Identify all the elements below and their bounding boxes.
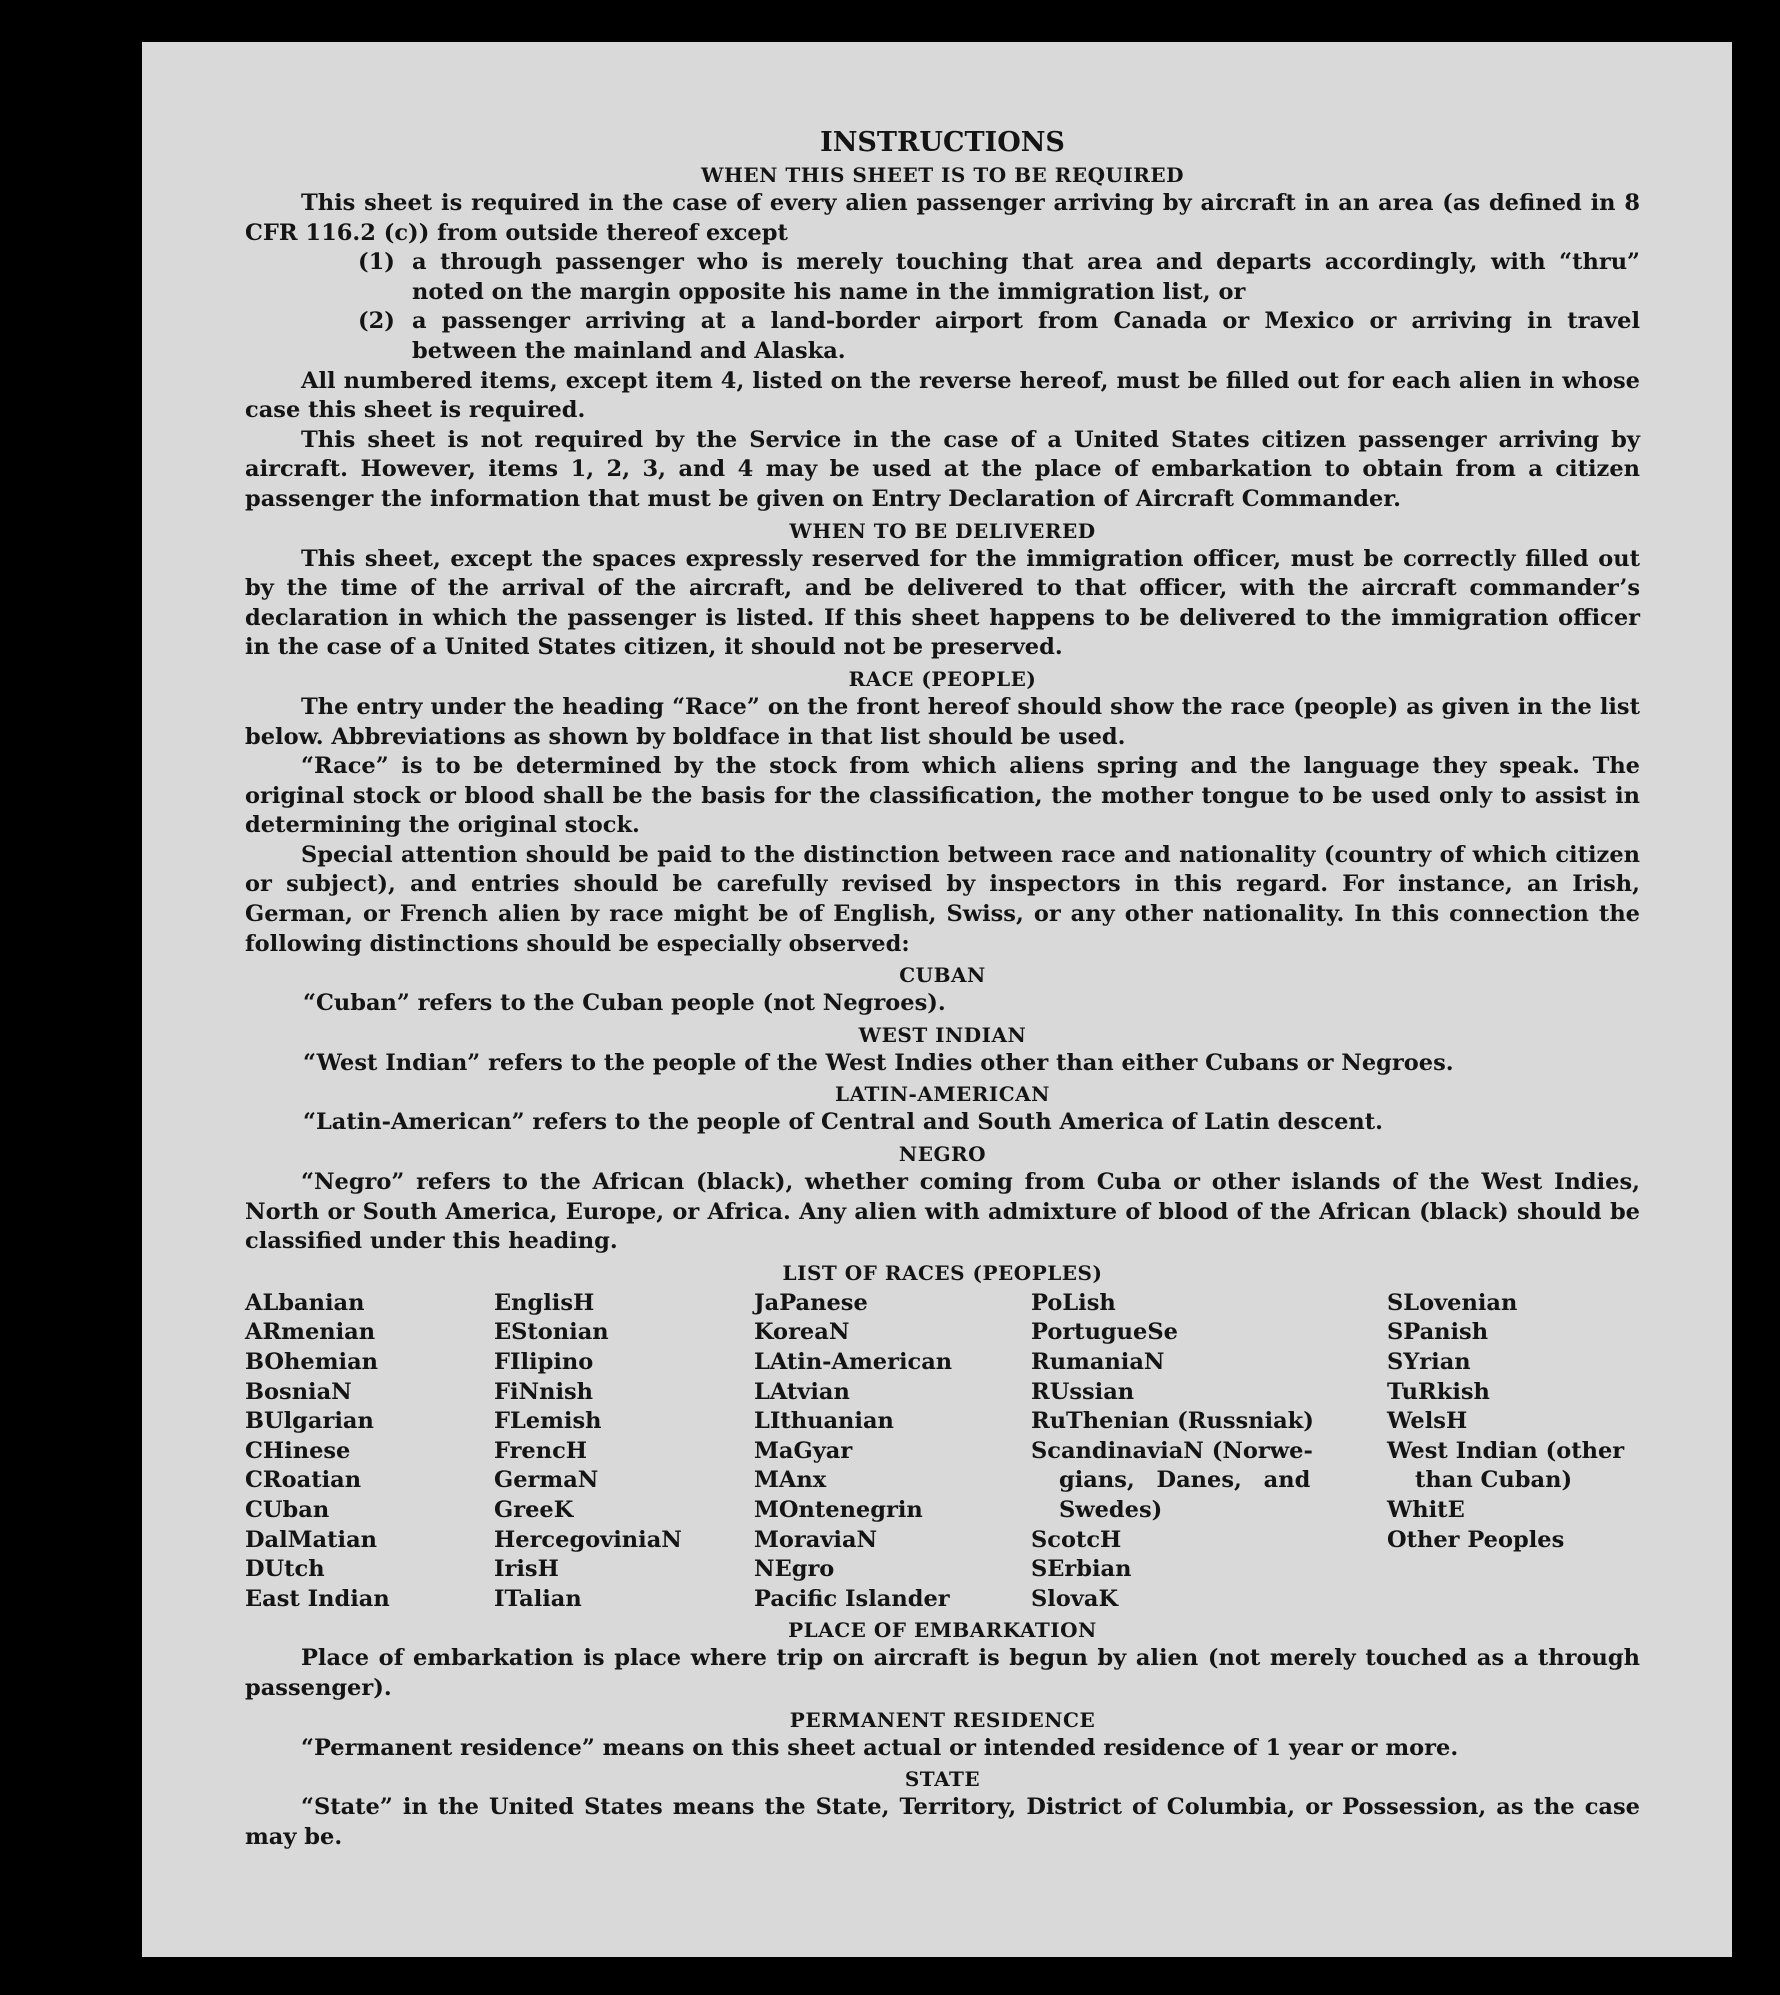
delivery-paragraph: This sheet, except the spaces expressly reserved for the immigration officer, must be correctly filled out by the time of the arrival of the aircraft, and be delivered to that officer, with the aircraft commander’s declaration in which the passenger is listed. If this sheet happens to be delivered to the immigration officer in the case of a United States citizen, it should not be preserved. bbox=[245, 545, 1640, 661]
race-entry: DUtch bbox=[245, 1556, 325, 1583]
race-entry: East Indian bbox=[245, 1585, 390, 1612]
heading-when-required: WHEN THIS SHEET IS TO BE REQUIRED bbox=[701, 163, 1184, 187]
latin-american-definition: “Latin-American” refers to the people of Central and South America of Latin descent. bbox=[303, 1109, 1383, 1136]
race-column-2 bbox=[494, 1289, 754, 1615]
race-entry: ALbanian bbox=[245, 1289, 365, 1316]
exception-number: (1) bbox=[358, 249, 395, 276]
race-entry: GreeK bbox=[494, 1496, 574, 1523]
heading-permanent-residence: PERMANENT RESIDENCE bbox=[789, 1707, 1096, 1732]
heading-list-of-races: LIST OF RACES (PEOPLES) bbox=[782, 1260, 1103, 1285]
race-entry: HercegoviniaN bbox=[494, 1526, 682, 1553]
heading-latin-american: LATIN-AMERICAN bbox=[835, 1082, 1050, 1107]
race-entry: JaPanese bbox=[754, 1289, 868, 1316]
race-entry: SYrian bbox=[1387, 1349, 1471, 1375]
race-entry: LAtin-American bbox=[754, 1349, 953, 1375]
race-entry: FrencH bbox=[494, 1437, 588, 1464]
race-entry: MaGyar bbox=[754, 1437, 853, 1464]
race-paragraph-1: The entry under the heading “Race” on the front hereof should show the race (people) as given in the list below. Abbreviations as shown by boldface in that list should be used. bbox=[245, 693, 1640, 750]
race-entry: EnglisH bbox=[494, 1289, 595, 1316]
race-column-4 bbox=[1031, 1289, 1387, 1615]
race-entry: KoreaN bbox=[754, 1319, 850, 1346]
race-entry: MOntenegrin bbox=[754, 1496, 923, 1523]
race-entry: ARmenian bbox=[245, 1319, 376, 1346]
race-entry: RumaniaN bbox=[1031, 1349, 1165, 1375]
exception-number: (2) bbox=[358, 308, 395, 335]
race-entry: CHinese bbox=[245, 1437, 351, 1464]
race-entry: BUlgarian bbox=[245, 1408, 374, 1435]
race-entry: MAnx bbox=[754, 1467, 827, 1494]
race-entry: SLovenian bbox=[1387, 1289, 1518, 1316]
heading-west-indian: WEST INDIAN bbox=[858, 1022, 1027, 1047]
race-paragraph-3: Special attention should be paid to the distinction between race and nationality (country of which citizen or subject), and entries should be carefully revised by inspectors in this regard. For instance, an Irish, German, or French alien by race might be of English, Swiss, or any other nationality. In this connection the following distinctions should be especially observed: bbox=[245, 841, 1640, 957]
race-entry: RuThenian (Russniak) bbox=[1031, 1408, 1314, 1435]
heading-place-of-embarkation: PLACE OF EMBARKATION bbox=[788, 1618, 1097, 1643]
race-entry: GermaN bbox=[494, 1467, 599, 1494]
race-entry: FLemish bbox=[494, 1408, 602, 1435]
heading-state: STATE bbox=[904, 1767, 981, 1792]
race-entry: TuRkish bbox=[1387, 1378, 1490, 1405]
race-entry: MoraviaN bbox=[754, 1526, 878, 1553]
race-entry: WhitE bbox=[1387, 1496, 1465, 1523]
race-column-1 bbox=[245, 1289, 494, 1615]
race-entry: BOhemian bbox=[245, 1349, 379, 1375]
cuban-definition: “Cuban” refers to the Cuban people (not Negroes). bbox=[303, 990, 946, 1017]
race-entry: FiNnish bbox=[494, 1378, 594, 1405]
race-entry: RUssian bbox=[1031, 1378, 1135, 1405]
race-column-5 bbox=[1387, 1289, 1640, 1615]
race-paragraph-2: “Race” is to be determined by the stock from which aliens spring and the language they speak. The original stock or blood shall be the basis for the classification, the mother tongue to be used only to assist in determining the original stock. bbox=[245, 753, 1640, 839]
race-entry: EStonian bbox=[494, 1319, 609, 1346]
heading-cuban: CUBAN bbox=[899, 963, 986, 988]
race-entry: LAtvian bbox=[754, 1378, 850, 1405]
embarkation-definition: Place of embarkation is place where trip on aircraft is begun by alien (not merely touched as a through passenger). bbox=[245, 1645, 1640, 1701]
heading-race: RACE (PEOPLE) bbox=[848, 666, 1037, 691]
race-entry: SlovaK bbox=[1031, 1585, 1119, 1612]
exception-text: a through passenger who is merely touching that area and departs accordingly, with “thru” noted on the margin opposite his name in the immigration list, or bbox=[412, 249, 1640, 305]
race-column-3 bbox=[754, 1289, 1031, 1615]
race-entry: CRoatian bbox=[245, 1467, 362, 1494]
west-indian-definition: “West Indian” refers to the people of the West Indies other than either Cubans or Negroes. bbox=[303, 1049, 1454, 1076]
exception-item bbox=[358, 248, 1640, 307]
race-entry: ScandinaviaN (Norwe- bbox=[1031, 1437, 1313, 1464]
race-entry: West Indian (other bbox=[1387, 1437, 1625, 1464]
race-entry: ITalian bbox=[494, 1585, 582, 1612]
heading-when-delivered: WHEN TO BE DELIVERED bbox=[789, 518, 1096, 543]
residence-definition: “Permanent residence” means on this sheet actual or intended residence of 1 year or more. bbox=[301, 1734, 1459, 1761]
race-entry-continuation: gians, Danes, and bbox=[1059, 1467, 1311, 1494]
race-entry: NEgro bbox=[754, 1556, 835, 1583]
race-list bbox=[245, 1289, 1640, 1615]
race-entry: PortugueSe bbox=[1031, 1319, 1178, 1346]
state-definition: “State” in the United States means the State, Territory, District of Columbia, or Possession, as the case may be. bbox=[245, 1794, 1640, 1850]
race-entry: FIlipino bbox=[494, 1349, 594, 1375]
race-entry: Pacific Islander bbox=[754, 1585, 950, 1612]
race-entry: BosniaN bbox=[245, 1378, 352, 1405]
exception-text: a passenger arriving at a land-border airport from Canada or Mexico or arriving in travel between the mainland and Alaska. bbox=[412, 308, 1640, 364]
citizen-paragraph: This sheet is not required by the Service in the case of a United States citizen passenger arriving by aircraft. However, items 1, 2, 3, and 4 may be used at the place of embarkation to obtain from a citizen passenger the information that must be given on Entry Declaration of Aircraft Commander. bbox=[245, 426, 1640, 512]
race-entry-continuation: Swedes) bbox=[1059, 1496, 1163, 1523]
when-required-intro: This sheet is required in the case of every alien passenger arriving by aircraft in an area (as defined in 8 CFR 116.2 (c)) from outside thereof except bbox=[245, 190, 1640, 246]
race-entry-continuation: than Cuban) bbox=[1415, 1467, 1573, 1494]
exception-item bbox=[358, 307, 1640, 366]
race-entry: WelsH bbox=[1387, 1408, 1468, 1435]
race-entry: IrisH bbox=[494, 1556, 559, 1583]
heading-negro: NEGRO bbox=[898, 1142, 987, 1167]
race-entry: CUban bbox=[245, 1496, 330, 1523]
race-entry: ScotcH bbox=[1031, 1526, 1122, 1553]
race-entry: LIthuanian bbox=[754, 1408, 894, 1435]
race-entry: Other Peoples bbox=[1387, 1526, 1565, 1553]
race-entry: PoLish bbox=[1031, 1289, 1116, 1316]
instructions-body bbox=[245, 127, 1640, 1852]
page-title: INSTRUCTIONS bbox=[820, 127, 1065, 158]
numbered-items-paragraph: All numbered items, except item 4, listed on the reverse hereof, must be filled out for each alien in whose case this sheet is required. bbox=[245, 367, 1640, 424]
document-page bbox=[142, 42, 1732, 1957]
negro-definition: “Negro” refers to the African (black), whether coming from Cuba or other islands of the West Indies, North or South America, Europe, or Africa. Any alien with admixture of blood of the African (black) should be classified under this heading. bbox=[245, 1169, 1640, 1255]
race-entry: SPanish bbox=[1387, 1319, 1489, 1346]
race-entry: SErbian bbox=[1031, 1556, 1132, 1583]
race-entry: DalMatian bbox=[245, 1526, 378, 1553]
